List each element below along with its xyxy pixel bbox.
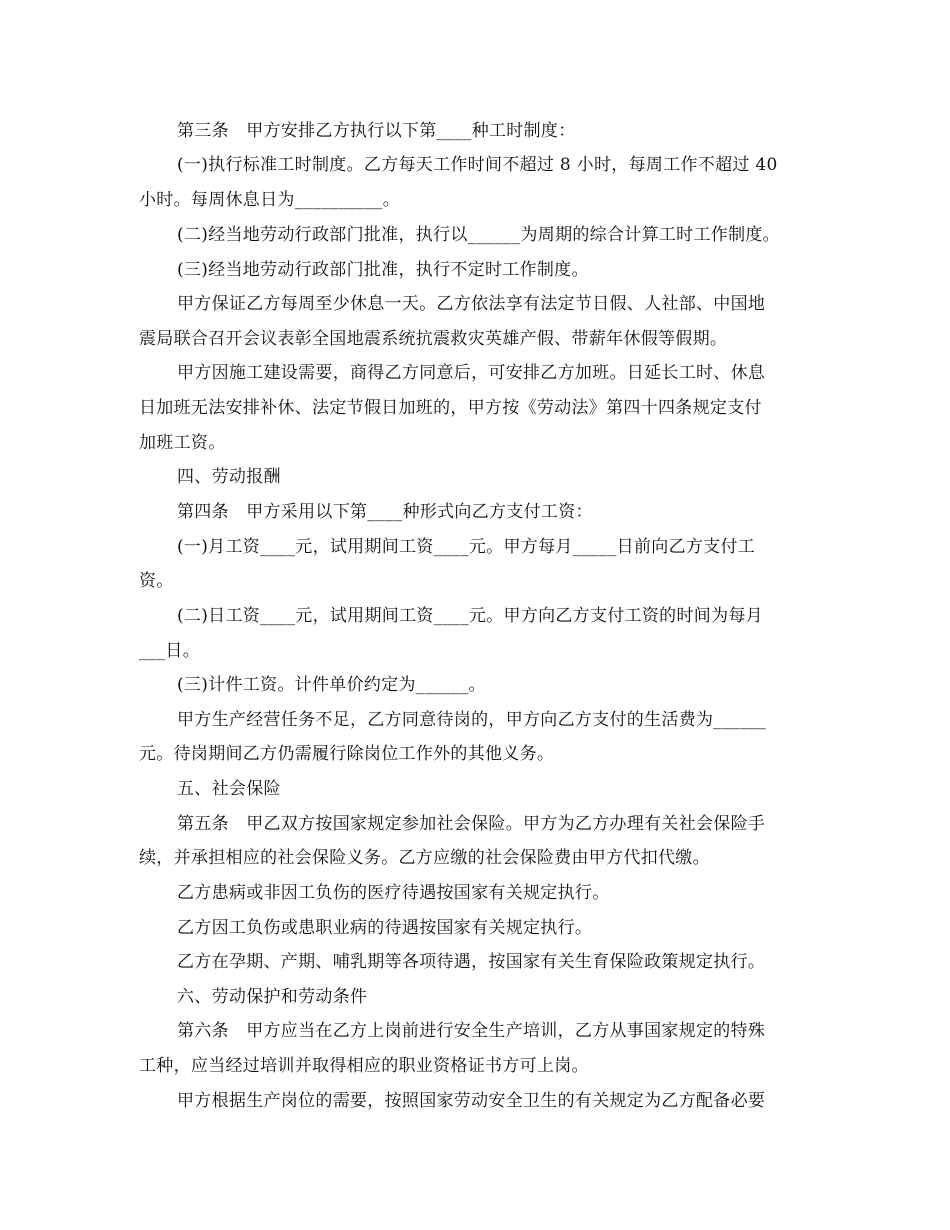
text-line: 日加班无法安排补休、法定节假日加班的，甲方按《劳动法》第四十四条规定支付 bbox=[139, 398, 762, 418]
text-line: 元。待岗期间乙方仍需履行除岗位工作外的其他义务。 bbox=[139, 744, 555, 764]
text-line: 第三条 甲方安排乙方执行以下第____种工时制度： bbox=[177, 121, 576, 141]
text-line: 加班工资。 bbox=[139, 433, 226, 453]
text-line: 甲方根据生产岗位的需要，按照国家劳动安全卫生的有关规定为乙方配备必要 bbox=[177, 1091, 766, 1111]
text-line: 第四条 甲方采用以下第____种形式向乙方支付工资： bbox=[177, 502, 593, 522]
text-line: 乙方因工负伤或患职业病的待遇按国家有关规定执行。 bbox=[177, 918, 593, 938]
text-line: (二)经当地劳动行政部门批准，执行以______为周期的综合计算工时工作制度。 bbox=[177, 225, 780, 245]
text-line: 续，并承担相应的社会保险义务。乙方应缴的社会保险费由甲方代扣代缴。 bbox=[139, 848, 710, 868]
text-line: (三)计件工资。计件单价约定为______。 bbox=[177, 675, 486, 695]
text-line: 乙方在孕期、产期、哺乳期等各项待遇，按国家有关生育保险政策规定执行。 bbox=[177, 952, 766, 972]
text-line: 甲方生产经营任务不足，乙方同意待岗的，甲方向乙方支付的生活费为______ bbox=[177, 710, 767, 730]
section-heading: 六、劳动保护和劳动条件 bbox=[177, 987, 368, 1007]
text-line: 工种，应当经过培训并取得相应的职业资格证书方可上岗。 bbox=[139, 1056, 589, 1076]
text-line: 甲方保证乙方每周至少休息一天。乙方依法享有法定节日假、人社部、中国地 bbox=[177, 294, 766, 314]
text-line: 震局联合召开会议表彰全国地震系统抗震救灾英雄产假、带薪年休假等假期。 bbox=[139, 329, 728, 349]
text-line: 小时。每周休息日为__________。 bbox=[139, 190, 400, 210]
text-line: (一)月工资____元，试用期间工资____元。甲方每月_____日前向乙方支付工 bbox=[177, 537, 756, 557]
text-line: (二)日工资____元，试用期间工资____元。甲方向乙方支付工资的时间为每月 bbox=[177, 606, 763, 626]
text-line: ___日。 bbox=[139, 641, 200, 661]
text-line: (一)执行标准工时制度。乙方每天工作时间不超过 8 小时，每周工作不超过 40 bbox=[177, 155, 778, 175]
text-line: 第五条 甲乙双方按国家规定参加社会保险。甲方为乙方办理有关社会保险手 bbox=[177, 814, 766, 834]
section-heading: 四、劳动报酬 bbox=[177, 467, 281, 487]
text-line: (三)经当地劳动行政部门批准，执行不定时工作制度。 bbox=[177, 260, 589, 280]
text-line: 第六条 甲方应当在乙方上岗前进行安全生产培训，乙方从事国家规定的特殊 bbox=[177, 1021, 766, 1041]
text-line: 甲方因施工建设需要，商得乙方同意后，可安排乙方加班。日延长工时、休息 bbox=[177, 363, 766, 383]
text-line: 资。 bbox=[139, 571, 174, 591]
section-heading: 五、社会保险 bbox=[177, 779, 281, 799]
text-line: 乙方患病或非因工负伤的医疗待遇按国家有关规定执行。 bbox=[177, 883, 610, 903]
